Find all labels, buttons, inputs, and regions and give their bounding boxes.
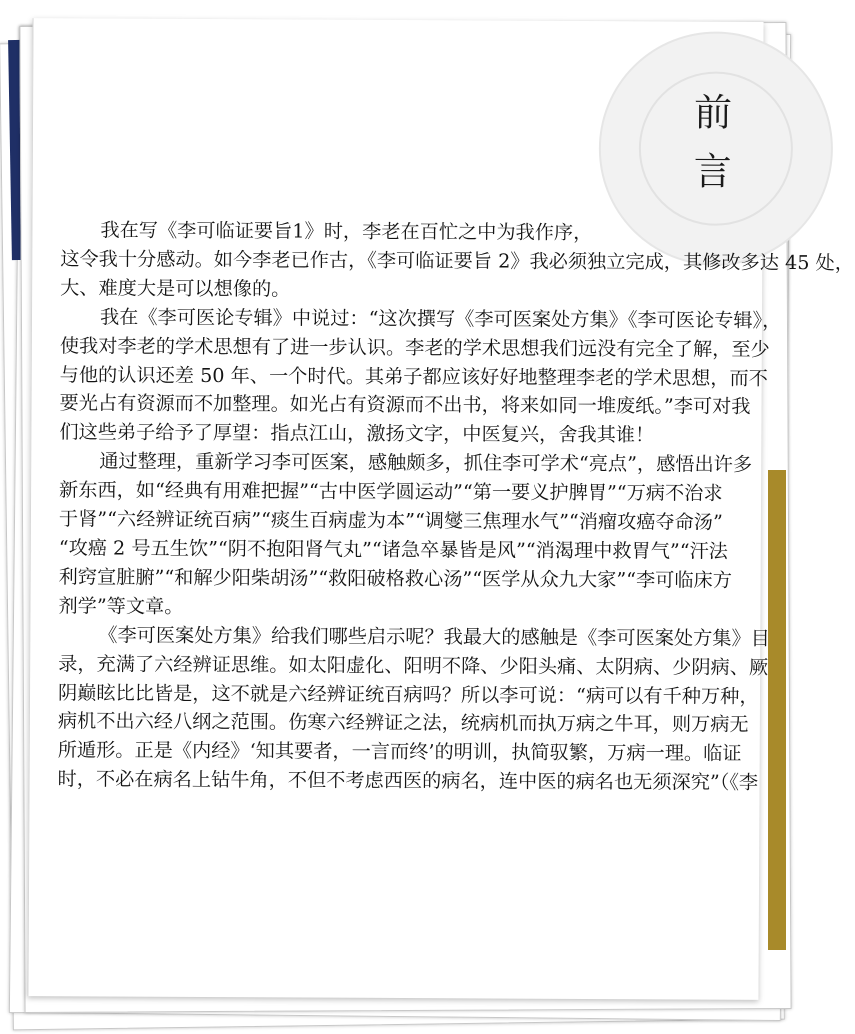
text-line: 剂学”等文章。 (58, 594, 184, 618)
text-line: 于肾”“六经辨证统百病”“痰生百病虚为本”“调燮三焦理水气”“消瘤攻癌夺命汤” (58, 507, 723, 534)
text-line: “攻癌 2 号五生饮”“阴不抱阳肾气丸”“诸急卒暴皆是风”“消渴理中救胃气”“汗法 (58, 536, 728, 563)
book-cover-edge-right (768, 470, 786, 950)
text-line: 这令我十分感动。如今李老已作古，《李可临证要旨 2》我必须独立完成，其修改多达 45 处， (60, 247, 854, 275)
text-line: 我在《李可医论专辑》中说过：“这次撰写《李可医案处方集》《李可医论专辑》， (99, 305, 782, 332)
heading-char: 前 (693, 90, 733, 135)
text-line: 新东西，如“经典有用难把握”“古中医学圆运动”“第一要义护脾胃”“万病不治求 (59, 478, 723, 505)
text-line: 录，充满了六经辨证思维。如太阳虚化、阳明不降、少阳头痛、太阴病、少阴病、厥 (58, 651, 769, 679)
text-line: 利窍宣脏腑”“和解少阳柴胡汤”“救阳破格救心汤”“医学从众九大家”“李可临床方 (58, 565, 732, 592)
text-line: 要光占有资源而不加整理。如光占有资源而不出书，将来如同一堆废纸。”李可对我 (59, 391, 751, 419)
text-line: 大、难度大是可以想像的。 (60, 276, 291, 301)
text-line: 所遁形。正是《内经》‘知其要者，一言而终’的明训，执简驭繁，万病一理。临证 (57, 738, 742, 766)
text-line: 《李可医案处方集》给我们哪些启示呢？我最大的感触是《李可医案处方集》目 (98, 623, 770, 650)
book-page (27, 18, 854, 1000)
text-line: 通过整理，重新学习李可医案，感触颇多，抓住李可学术“亮点”，感悟出许多 (99, 449, 753, 477)
chapter-heading (683, 84, 744, 202)
text-line: 阴巅眩比比皆是，这不就是六经辨证统百病吗？所以李可说：“病可以有千种万种， (57, 680, 759, 708)
text-line: 们这些弟子给予了厚望：指点江山，激扬文字，中医复兴，舍我其谁！ (59, 420, 655, 447)
text-line: 与他的认识还差 50 年、一个时代。其弟子都应该好好地整理李老的学术思想，而不 (59, 362, 768, 390)
text-line: 我在写《李可临证要旨1》时，李老在百忙之中为我作序， (100, 218, 593, 245)
heading-char: 言 (693, 149, 732, 194)
text-line: 时，不必在病名上钻牛角，不但不考虑西医的病名，连中医的病名也无须深究”（《李 (57, 767, 759, 795)
text-line: 使我对李老的学术思想有了进一步认识。李老的学术思想我们远没有完全了解，至少 (59, 333, 770, 361)
text-line: 病机不出六经八纲之范围。伤寒六经辨证之法，统病机而执万病之牛耳，则万病无 (57, 709, 749, 737)
body-text (57, 216, 854, 798)
